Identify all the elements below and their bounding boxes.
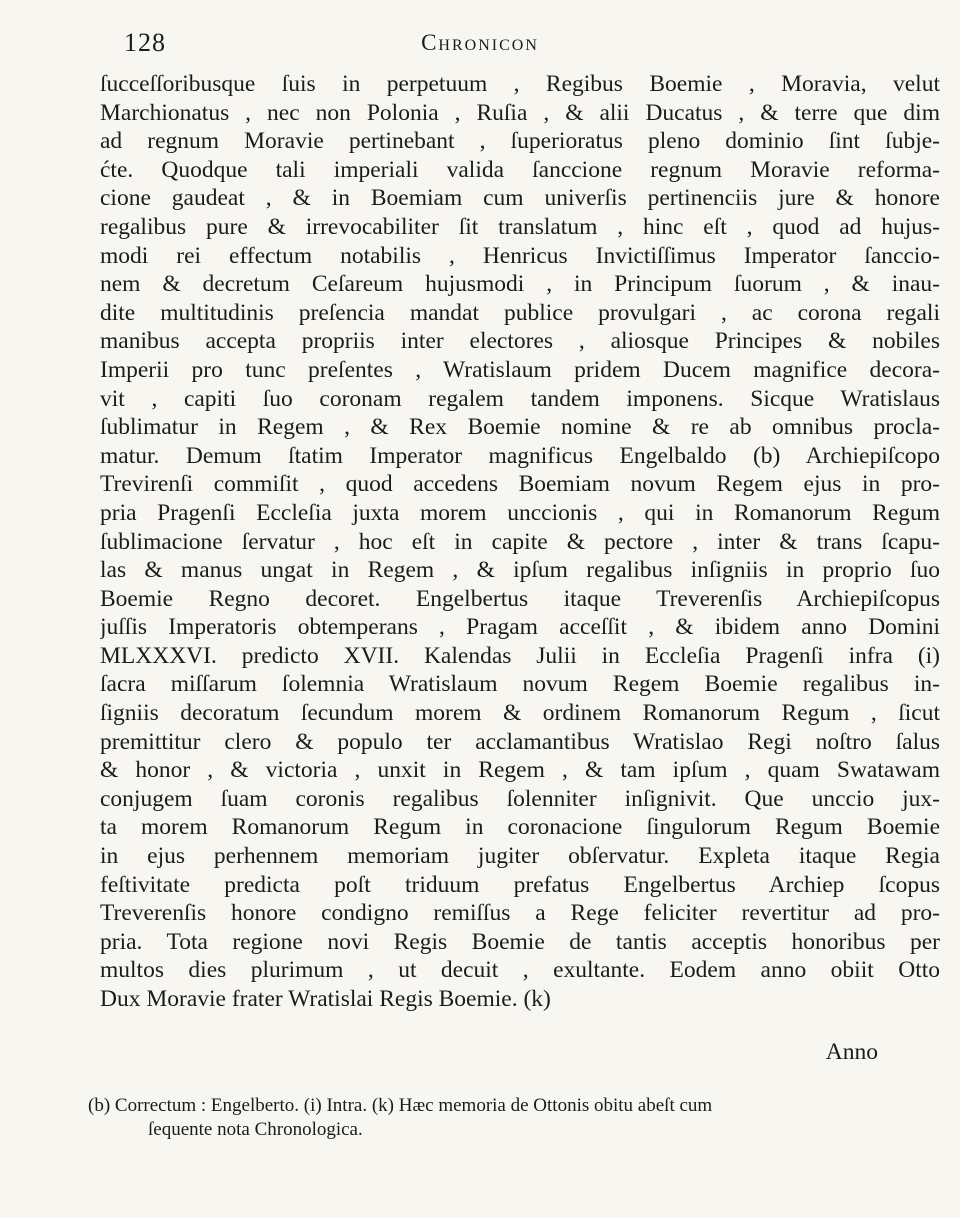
text-line: vit , capiti ſuo coronam regalem tandem imponens. Sicque Wratislaus — [100, 385, 940, 412]
text-line: cione gaudeat , & in Boemiam cum univerſis pertinenciis jure & honore — [100, 185, 940, 212]
text-line: las & manus ungat in Regem , & ipſum regalibus inſigniis in proprio ſuo — [100, 557, 940, 584]
text-line: ćte. Quodque tali imperiali valida ſanccione regnum Moravie reforma- — [100, 156, 940, 183]
text-line: Treverenſis honore condigno remiſſus a Rege feliciter revertitur ad pro- — [100, 900, 940, 927]
text-line: manibus accepta propriis inter electores , aliosque Principes & nobiles — [100, 328, 940, 355]
text-line: modi rei effectum notabilis , Henricus Invictiſſimus Imperator ſanccio- — [100, 242, 940, 269]
main-text — [100, 70, 940, 1066]
catchword: Anno — [825, 1038, 878, 1065]
text-line: Dux Moravie frater Wratislai Regis Boemie. (k) — [100, 986, 551, 1012]
footnotes — [88, 1094, 938, 1142]
text-line: ſublimatur in Regem , & Rex Boemie nomine & re ab omnibus procla- — [100, 414, 940, 441]
page-number: 128 — [124, 28, 166, 57]
text-line: regalibus pure & irrevocabiliter ſit translatum , hinc eſt , quod ad hujus- — [100, 213, 940, 240]
text-line: dite multitudinis preſencia mandat publice provulgari , ac corona regali — [100, 299, 940, 326]
text-line: ſacra miſſarum ſolemnia Wratislaum novum Regem Boemie regalibus in- — [100, 671, 940, 698]
text-line: Imperii pro tunc preſentes , Wratislaum pridem Ducem magnifice decora- — [100, 356, 940, 383]
text-line: nem & decretum Ceſareum hujusmodi , in Principum ſuorum , & inau- — [100, 271, 940, 298]
text-line: pria. Tota regione novi Regis Boemie de tantis acceptis honoribus per — [100, 928, 940, 955]
text-line: & honor , & victoria , unxit in Regem , & tam ipſum , quam Swatawam — [100, 757, 940, 784]
text-line: ſigniis decoratum ſecundum morem & ordinem Romanorum Regum , ſicut — [100, 700, 940, 727]
text-line: ta morem Romanorum Regum in coronacione ſingulorum Regum Boemie — [100, 814, 940, 841]
text-line: MLXXXVI. predicto XVII. Kalendas Julii in Eccleſia Pragenſi infra (i) — [100, 642, 940, 669]
text-line: Boemie Regno decoret. Engelbertus itaque Treverenſis Archiepiſcopus — [100, 585, 940, 612]
text-line: ad regnum Moravie pertinebant , ſuperioratus pleno dominio ſint ſubje- — [100, 128, 940, 155]
footnote-line: ſequente nota Chronologica. — [148, 1119, 363, 1140]
text-line: juſſis Imperatoris obtemperans , Pragam acceſſit , & ibidem anno Domini — [100, 614, 940, 641]
running-head: Chronicon — [421, 30, 539, 55]
text-line: premittitur clero & populo ter acclamantibus Wratislao Regi noſtro ſalus — [100, 728, 940, 755]
text-line: matur. Demum ſtatim Imperator magnificus Engelbaldo (b) Archiepiſcopo — [100, 442, 940, 469]
text-line: conjugem ſuam coronis regalibus ſolenniter inſignivit. Que unccio jux- — [100, 785, 940, 812]
text-line: ſucceſſoribusque ſuis in perpetuum , Regibus Boemie , Moravia, velut — [100, 71, 940, 97]
text-line: multos dies plurimum , ut decuit , exultante. Eodem anno obiit Otto — [100, 957, 940, 984]
footnote-line: (b) Correctum : Engelberto. (i) Intra. (k) Hæc memoria de Ottonis obitu abeſt cum — [88, 1095, 713, 1116]
text-line: feſtivitate predicta poſt triduum prefatus Engelbertus Archiep ſcopus — [100, 871, 940, 898]
text-line: ſublimacione ſervatur , hoc eſt in capite & pectore , inter & trans ſcapu- — [100, 528, 940, 555]
text-line: Marchionatus , nec non Polonia , Ruſia , & alii Ducatus , & terre que dim — [100, 99, 940, 126]
text-line: in ejus perhennem memoriam jugiter obſervatur. Expleta itaque Regia — [100, 843, 940, 870]
text-line: pria Pragenſi Eccleſia juxta morem unccionis , qui in Romanorum Regum — [100, 499, 940, 526]
text-line: Trevirenſi commiſit , quod accedens Boemiam novum Regem ejus in pro- — [100, 471, 940, 498]
